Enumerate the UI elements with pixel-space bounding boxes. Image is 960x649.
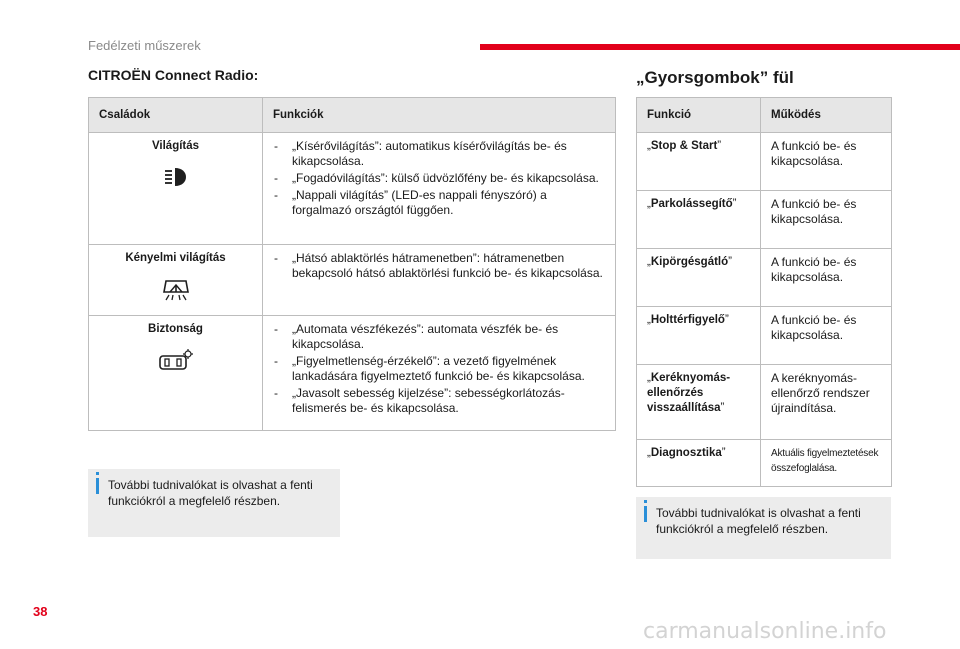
- info-icon: [96, 478, 99, 494]
- function-item: - „Fogadóvilágítás”: külső üdvözlőfény be- és kikapcsolása.: [273, 171, 605, 186]
- family-name: Világítás: [151, 140, 200, 152]
- function-name-cell: „Keréknyomás-ellenőrzés visszaállítása”: [637, 365, 761, 440]
- operation-cell: Aktuális figyelmeztetések összefoglalása.: [761, 440, 892, 487]
- family-name: Kényelmi világítás: [125, 252, 226, 264]
- family-cell: [89, 316, 263, 431]
- table-row: [89, 245, 616, 316]
- function-name: Diagnosztika: [650, 447, 722, 459]
- function-name: Kipörgésgátló: [650, 256, 729, 268]
- function-item: - „Kísérővilágítás”: automatikus kísérővilágítás be- és kikapcsolása.: [273, 139, 605, 169]
- functions-cell: [263, 133, 616, 245]
- info-note: [88, 469, 340, 537]
- function-name-cell: „Diagnosztika”: [637, 440, 761, 487]
- function-name-cell: „Stop & Start”: [637, 133, 761, 191]
- operation-cell: A funkció be- és kikapcsolása.: [761, 133, 892, 191]
- table-row: [637, 365, 892, 440]
- table-row: [637, 249, 892, 307]
- function-name: Holttérfigyelő: [650, 314, 725, 326]
- table-row: [89, 316, 616, 431]
- family-cell: [89, 245, 263, 316]
- right-section-title: „Gyorsgombok” fül: [636, 68, 794, 87]
- info-icon: [644, 506, 647, 522]
- function-item: - „Hátsó ablaktörlés hátramenetben”: hátramenetben bekapcsoló hátsó ablaktörlési funkció be- és kikapcsolása.: [273, 251, 605, 281]
- families-table: [88, 97, 616, 431]
- column-header-function: Funkció: [637, 98, 761, 133]
- functions-cell: [263, 316, 616, 431]
- table-row: [89, 133, 616, 245]
- column-header-operation: Működés: [761, 98, 892, 133]
- function-item: - „Automata vészfékezés”: automata vészfék be- és kikapcsolása.: [273, 322, 605, 352]
- function-name: Stop & Start: [650, 140, 718, 152]
- info-note-text: További tudnivalókat is olvashat a fenti funkciókról a megfelelő részben.: [656, 506, 861, 536]
- function-name: Parkolássegítő: [650, 198, 733, 210]
- left-section-title: CITROËN Connect Radio:: [88, 67, 259, 83]
- operation-cell: A keréknyomás-ellenőrző rendszer újraindítása.: [761, 365, 892, 440]
- function-item: - „Javasolt sebesség kijelzése”: sebességkorlátozás-felismerés be- és kikapcsolása.: [273, 386, 605, 416]
- page-header-title: Fedélzeti műszerek: [88, 38, 201, 53]
- function-item: - „Figyelmetlenség-érzékelő”: a vezető figyelmének lankadására figyelmeztető funkció be- és kikapcsolása.: [273, 354, 605, 384]
- table-row: [637, 307, 892, 365]
- shortcuts-table: [636, 97, 892, 487]
- info-note-text: További tudnivalókat is olvashat a fenti funkciókról a megfelelő részben.: [108, 478, 313, 508]
- operation-cell: A funkció be- és kikapcsolása.: [761, 191, 892, 249]
- function-item: - „Nappali világítás” (LED-es nappali fényszóró) a forgalmazó országtól függően.: [273, 188, 605, 218]
- table-row: [637, 133, 892, 191]
- functions-cell: [263, 245, 616, 316]
- table-row: [637, 191, 892, 249]
- rear-wiper-icon: [161, 278, 191, 302]
- family-name: Biztonság: [148, 323, 203, 335]
- function-name-cell: „Holttérfigyelő”: [637, 307, 761, 365]
- watermark: carmanualsonline.info: [643, 619, 887, 644]
- function-name-cell: „Parkolássegítő”: [637, 191, 761, 249]
- car-safety-settings-icon: [157, 349, 195, 373]
- column-header-families: Családok: [89, 98, 263, 133]
- family-cell: [89, 133, 263, 245]
- column-header-functions: Funkciók: [263, 98, 616, 133]
- table-row: [637, 440, 892, 487]
- header-accent-bar: [480, 44, 960, 50]
- function-name: Keréknyomás-ellenőrzés visszaállítása: [647, 372, 731, 414]
- page-number: 38: [33, 604, 48, 619]
- headlight-icon: [163, 166, 189, 188]
- operation-cell: A funkció be- és kikapcsolása.: [761, 307, 892, 365]
- info-note: [636, 497, 891, 559]
- operation-cell: A funkció be- és kikapcsolása.: [761, 249, 892, 307]
- function-name-cell: „Kipörgésgátló”: [637, 249, 761, 307]
